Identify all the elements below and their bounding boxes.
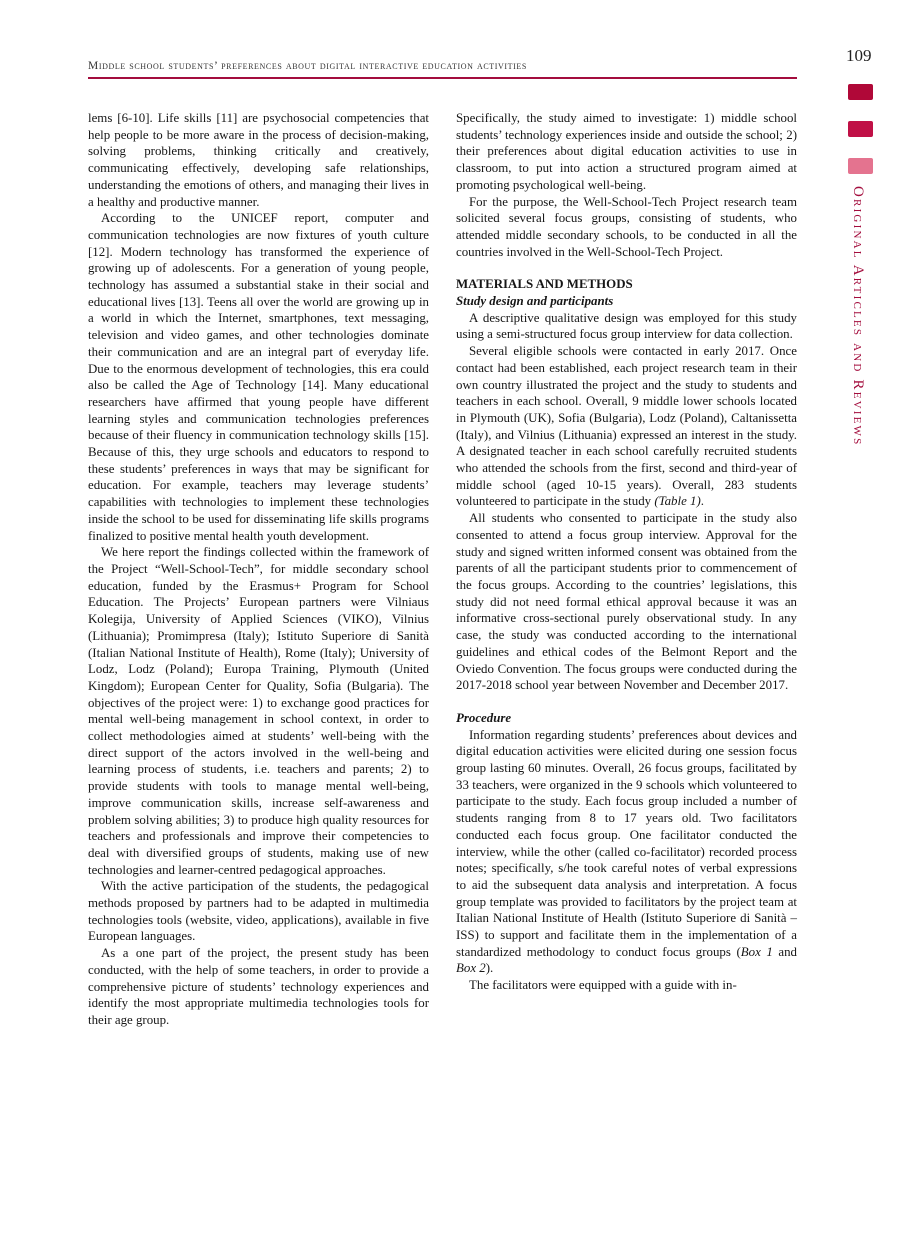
table-reference: (Table 1) [654,494,701,509]
article-body [88,110,797,1029]
paragraph: lems [6-10]. Life skills [11] are psychosocial competencies that help people to be more aware in the process of decision-making, solving problems, thinking critically and creatively, communicating effectively, developing safe relationships, understanding the emotions of others, and managing their lives in a healthy and productive manner. [88,111,429,209]
running-head: Middle school students’ preferences about digital interactive education activities [88,60,527,72]
section-vertical-label: Original Articles and Reviews [850,186,866,447]
paragraph: For the purpose, the Well-School-Tech Project research team solicited several focus groups, consisting of students, who attended middle secondary schools, to be conducted in all the countries involved in the Well-School-Tech Project. [456,194,797,259]
paragraph-text: ). [485,961,494,976]
paragraph: With the active participation of the students, the pedagogical methods proposed by partners had to be adapted in multimedia technologies tools (website, video, applications), available in five European languages. [88,879,429,944]
left-column [88,110,429,1029]
subsection-heading: Study design and participants [456,294,614,309]
margin-strip [848,84,878,195]
section-marker-square [848,158,873,174]
box-reference: Box 1 [740,944,773,959]
header-rule [88,77,797,79]
paragraph: All students who consented to participate in the study also consented to attend a focus group interview. Approval for the study and signed written informed consent was obtained from the parents of all the participant students prior to commencement of the focus groups. According to the countries’ legislations, this study did not need formal ethical approval because it was an informative cross-sectional purely observational study. In any case, the study was conducted according to the international guidelines and ethical codes of the Belmont Report and the Oviedo Convention. The focus groups were conducted during the 2017-2018 school year between November and December 2017. [456,511,797,693]
paragraph: We here report the findings collected within the framework of the Project “Well-School-Tech”, for middle secondary school education, funded by the Erasmus+ Program for School Education. The Projects’ European partners were Vilniaus Kolegija, University of Applied Sciences (VIKO), Vilnius (Lithuania); Promimpresa (Italy); Istituto Superiore di Sanità (Italian National Institute of Health), Rome (Italy); University of Lodz, Lodz (Poland); Europa Training, Plymouth (United Kingdom); European Center for Quality, Sofia (Bulgaria). The objectives of the project were: 1) to exchange good practices for mental well-being management in school context, in order to collect methodologies aimed at students’ well-being with the direct support of the actors involved in the well-being and learning process of students, i.e. teachers and parents; 2) to provide students with tools to manage mental well-being, improve communication skills, increase self-awareness and problem solving abilities; 3) to produce high quality resources for teachers and professionals and improve their competencies to deal with diversified groups of students, making use of new technologies and learner-centred pedagogical approaches. [88,545,429,877]
page-number: 109 [846,46,872,65]
section-heading: MATERIALS AND METHODS [456,277,633,292]
paragraph-text: and [772,944,797,959]
paragraph: A descriptive qualitative design was employed for this study using a semi-structured focus group interview for data collection. [456,310,797,342]
paragraph-text: Information regarding students’ preferences about devices and digital education activities were elicited during one session focus group lasting 60 minutes. Overall, 26 focus groups, facilitated by 33 teachers, were organized in the 9 schools which volunteered to participate to the study. Each focus group included a number of students ranging from 8 to 17 years old. Two facilitators conducted each focus group. One facilitator conducted the interview, while the other (called co-facilitator) recorded process notes; specifically, s/he took careful notes of verbal expressions to aid the subsequent data analysis and interpretation. A focus group template was provided to facilitators by the project team at Italian National Institute of Health (Istituto Superiore di Sanità – ISS) to support and facilitate them in the implementation of a standardized methodology to conduct focus groups ( [456,727,797,959]
paragraph-text: . [700,494,704,509]
section-marker-square [848,121,873,137]
subsection-heading: Procedure [456,710,512,725]
right-column [456,110,797,1029]
paragraph: The facilitators were equipped with a guide with in- [469,978,737,993]
paragraph [456,343,797,510]
paragraph: As a one part of the project, the present study has been conducted, with the help of some teachers, in order to provide a comprehensive picture of students’ technology experiences and identify the most appropriate multimedia technologies tools for their age group. [88,946,429,1027]
paragraph: According to the UNICEF report, computer and communication technologies are now fixtures of youth culture [12]. Modern technology has transformed the experience of growing up of adolescents. For a generation of young people, technology has assumed a substantial stake in their social and educational lives [13]. Teens all over the world are growing up in a world in which the Internet, smartphones, text messaging, television and video games, and other technologies dominate their communication and are an integral part of everyday life. Due to the enormous development of technologies, this era could also be called the Age of Technology [14]. Many educational researchers have affirmed that young people have different learning styles and communication technologies preferences because of their fluency in communication technology skills [15]. Because of this, they urge schools and educators to respond to these students’ preferences in ways that may be significant for education. For example, teachers may leverage students’ capabilities with technologies to implement these technologies inside the school to be used for disseminating life skills programs finalized to positive mental health youth development. [88,211,429,543]
section-marker-square [848,84,873,100]
paragraph [456,727,797,978]
paragraph: Specifically, the study aimed to investigate: 1) middle school students’ technology experiences inside and outside the school; 2) their preferences about digital education activities to use in classroom, to put into action a structured program aimed at promoting psychological well-being. [456,111,797,192]
box-reference: Box 2 [456,961,486,976]
paragraph-text: Several eligible schools were contacted in early 2017. Once contact had been established, each project research team in their own country illustrated the project and the study to students and teachers in each school. Overall, 9 middle lower schools located in Plymouth (UK), Sofia (Bulgaria), Lodz (Poland), Caltanissetta (Italy), and Vilnius (Lithuania) expressed an interest in the study. A designated teacher in each school carefully recruited students who attended the schools from the first, second and third-year of middle school (aged 10-15 years). Overall, 283 students volunteered to participate in the study [456,344,797,509]
